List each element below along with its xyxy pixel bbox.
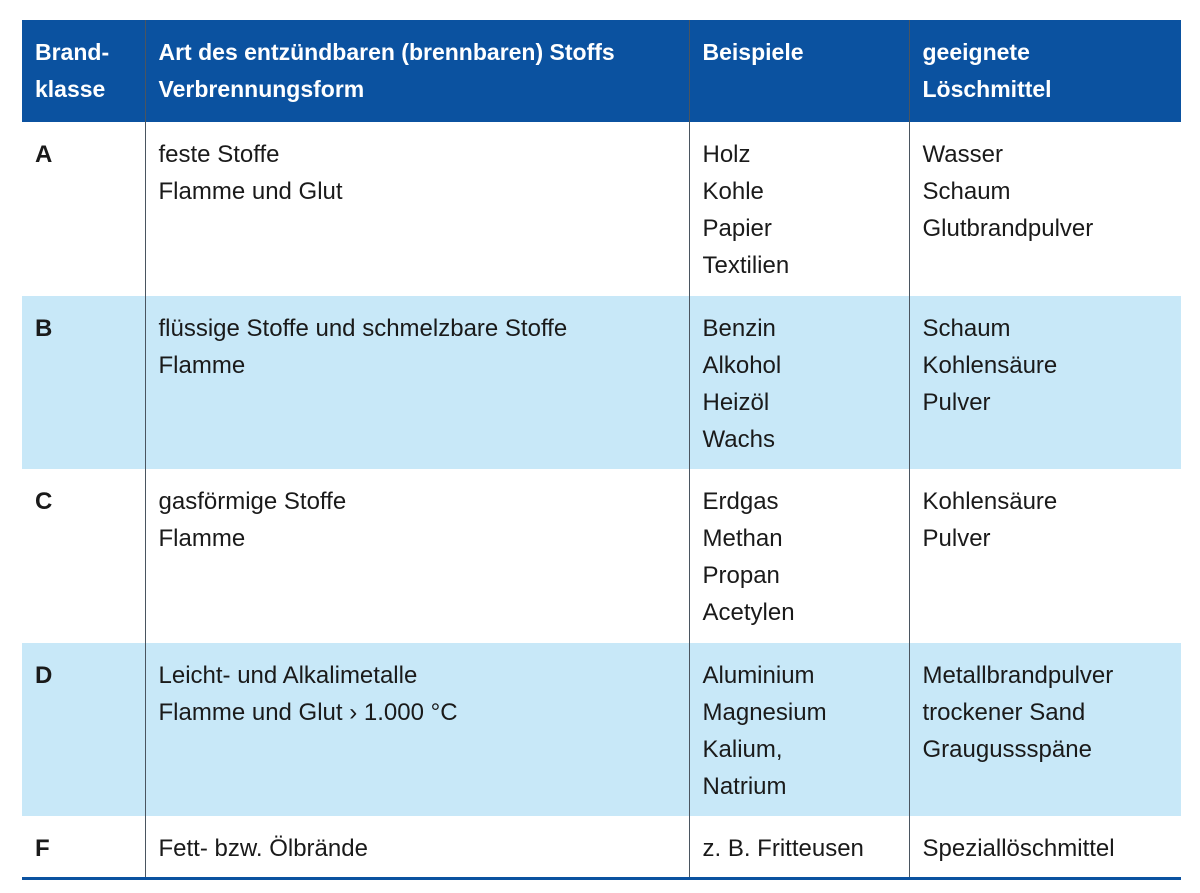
table-header-row (22, 20, 1181, 122)
header-brandklasse: Brand- klasse (22, 20, 145, 122)
cell-beispiele: z. B. Fritteusen (689, 816, 909, 878)
cell-art: gasförmige Stoffe Flamme (145, 469, 689, 643)
cell-klasse: F (22, 816, 145, 878)
table-row (22, 122, 1181, 296)
cell-art: flüssige Stoffe und schmelzbare Stoffe Flamme (145, 296, 689, 469)
cell-loeschmittel: Kohlensäure Pulver (909, 469, 1181, 643)
table-row (22, 469, 1181, 643)
cell-beispiele: Holz Kohle Papier Textilien (689, 122, 909, 296)
cell-loeschmittel: Wasser Schaum Glutbrandpulver (909, 122, 1181, 296)
header-loeschmittel: geeignete Löschmittel (909, 20, 1181, 122)
cell-klasse: D (22, 643, 145, 816)
cell-art: Leicht- und Alkalimetalle Flamme und Glut › 1.000 °C (145, 643, 689, 816)
cell-art: feste Stoffe Flamme und Glut (145, 122, 689, 296)
cell-loeschmittel: Metallbrandpulver trockener Sand Graugussspäne (909, 643, 1181, 816)
cell-klasse: B (22, 296, 145, 469)
fire-class-table-container (22, 20, 1181, 880)
cell-loeschmittel: Schaum Kohlensäure Pulver (909, 296, 1181, 469)
cell-beispiele: Erdgas Methan Propan Acetylen (689, 469, 909, 643)
cell-klasse: C (22, 469, 145, 643)
fire-class-table (22, 20, 1181, 880)
cell-loeschmittel: Speziallöschmittel (909, 816, 1181, 878)
cell-beispiele: Aluminium Magnesium Kalium, Natrium (689, 643, 909, 816)
cell-beispiele: Benzin Alkohol Heizöl Wachs (689, 296, 909, 469)
header-art-des-stoffs: Art des entzündbaren (brennbaren) Stoffs Verbrennungsform (145, 20, 689, 122)
table-row (22, 816, 1181, 878)
table-row (22, 643, 1181, 816)
header-beispiele: Beispiele (689, 20, 909, 122)
cell-klasse: A (22, 122, 145, 296)
table-row (22, 296, 1181, 469)
cell-art: Fett- bzw. Ölbrände (145, 816, 689, 878)
